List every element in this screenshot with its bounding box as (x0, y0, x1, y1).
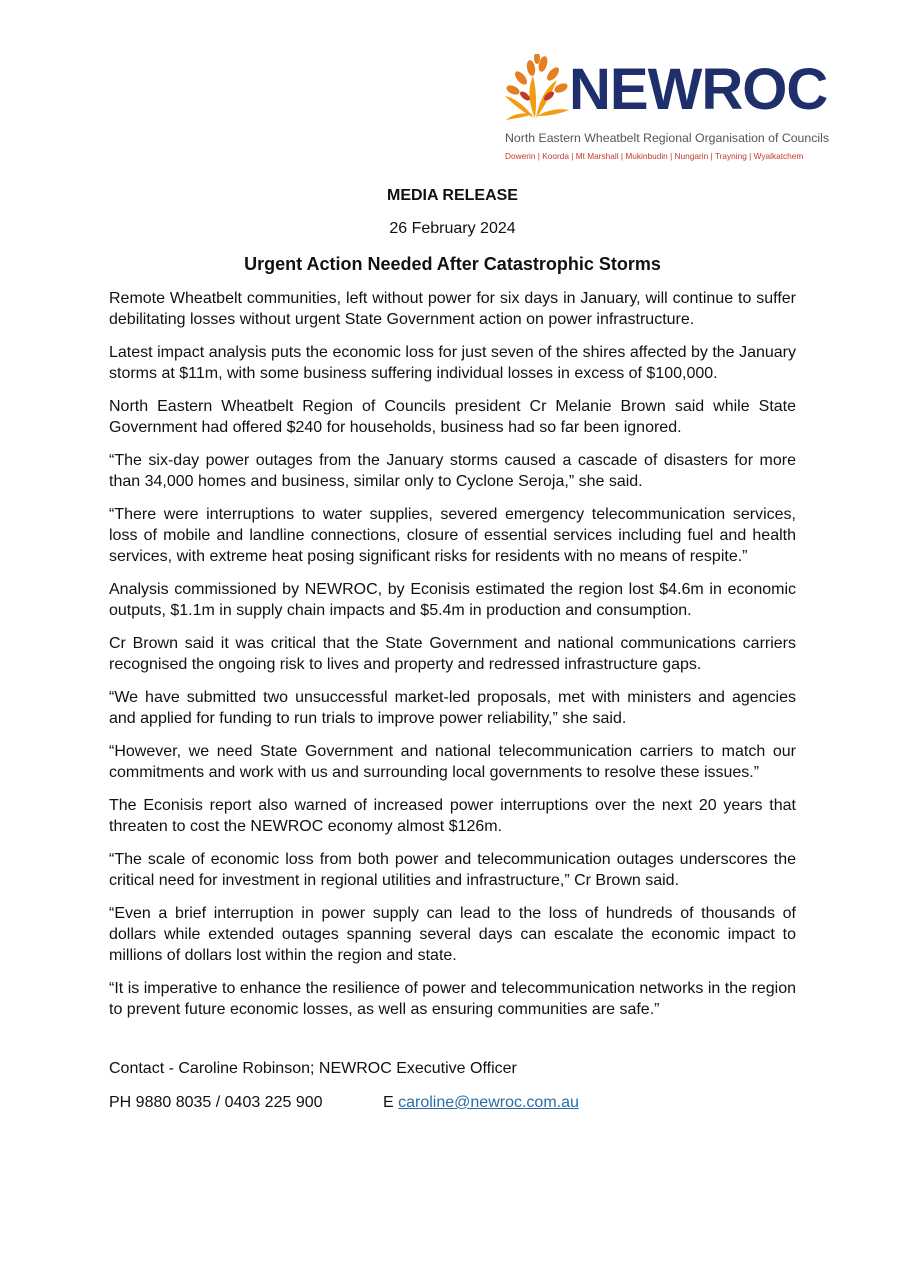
body-paragraph: North Eastern Wheatbelt Region of Councils president Cr Melanie Brown said while State Government had offered $240 for households, business had so far been ignored. (109, 398, 796, 436)
body-paragraph: “The six-day power outages from the January storms caused a cascade of disasters for more than 34,000 homes and business, similar only to Cyclone Seroja,” she said. (109, 452, 796, 490)
wheat-sheaf-icon (503, 54, 571, 122)
body-paragraph: Cr Brown said it was critical that the State Government and national communications carriers recognised the ongoing risk to lives and property and redressed infrastructure gaps. (109, 635, 796, 673)
body-paragraph: “There were interruptions to water supplies, severed emergency telecommunication services, loss of mobile and landline connections, closure of essential services including fuel and health services, with extreme heat posing significant risks for residents with no means of respite.” (109, 506, 796, 565)
body-paragraph: “We have submitted two unsuccessful market-led proposals, met with ministers and agencies and applied for funding to run trials to improve power reliability,” she said. (109, 689, 796, 727)
email-prefix: E (383, 1094, 394, 1111)
logo-member-shires: Dowerin | Koorda | Mt Marshall | Mukinbudin | Nungarin | Trayning | Wyalkatchem (505, 151, 804, 161)
body-paragraph: Latest impact analysis puts the economic loss for just seven of the shires affected by the January storms at $11m, with some business suffering individual losses in excess of $100,000. (109, 344, 796, 382)
body-paragraph: Analysis commissioned by NEWROC, by Econisis estimated the region lost $4.6m in economic outputs, $1.1m in supply chain impacts and $5.4m in production and consumption. (109, 581, 796, 619)
body-paragraph: “It is imperative to enhance the resilience of power and telecommunication networks in the region to prevent future economic losses, as well as ensuring communities are safe.” (109, 980, 796, 1018)
body-paragraph: Remote Wheatbelt communities, left without power for six days in January, will continue to suffer debilitating losses without urgent State Government action on power infrastructure. (109, 290, 796, 328)
release-date: 26 February 2024 (389, 220, 516, 237)
contact-person: Contact - Caroline Robinson; NEWROC Executive Officer (109, 1060, 517, 1077)
logo-wordmark: NEWROC (569, 57, 828, 122)
newroc-logo (503, 52, 829, 167)
body-paragraph: “The scale of economic loss from both power and telecommunication outages underscores the critical need for investment in regional utilities and infrastructure,” Cr Brown said. (109, 851, 796, 889)
release-body (109, 288, 796, 1032)
contact-email-line (383, 1094, 579, 1112)
body-paragraph: “However, we need State Government and national telecommunication carriers to match our commitments and work with us and surrounding local governments to resolve these issues.” (109, 743, 796, 781)
release-headline: Urgent Action Needed After Catastrophic Storms (244, 254, 661, 274)
email-link[interactable]: caroline@newroc.com.au (398, 1094, 579, 1111)
contact-phone: PH 9880 8035 / 0403 225 900 (109, 1094, 323, 1111)
release-label: MEDIA RELEASE (387, 187, 518, 204)
body-paragraph: “Even a brief interruption in power supply can lead to the loss of hundreds of thousands of dollars while extended outages spanning several days can escalate the economic impact to millions of dollars lost within the region and state. (109, 905, 796, 964)
logo-subtitle: North Eastern Wheatbelt Regional Organisation of Councils (505, 131, 829, 145)
body-paragraph: The Econisis report also warned of increased power interruptions over the next 20 years that threaten to cost the NEWROC economy almost $126m. (109, 797, 796, 835)
